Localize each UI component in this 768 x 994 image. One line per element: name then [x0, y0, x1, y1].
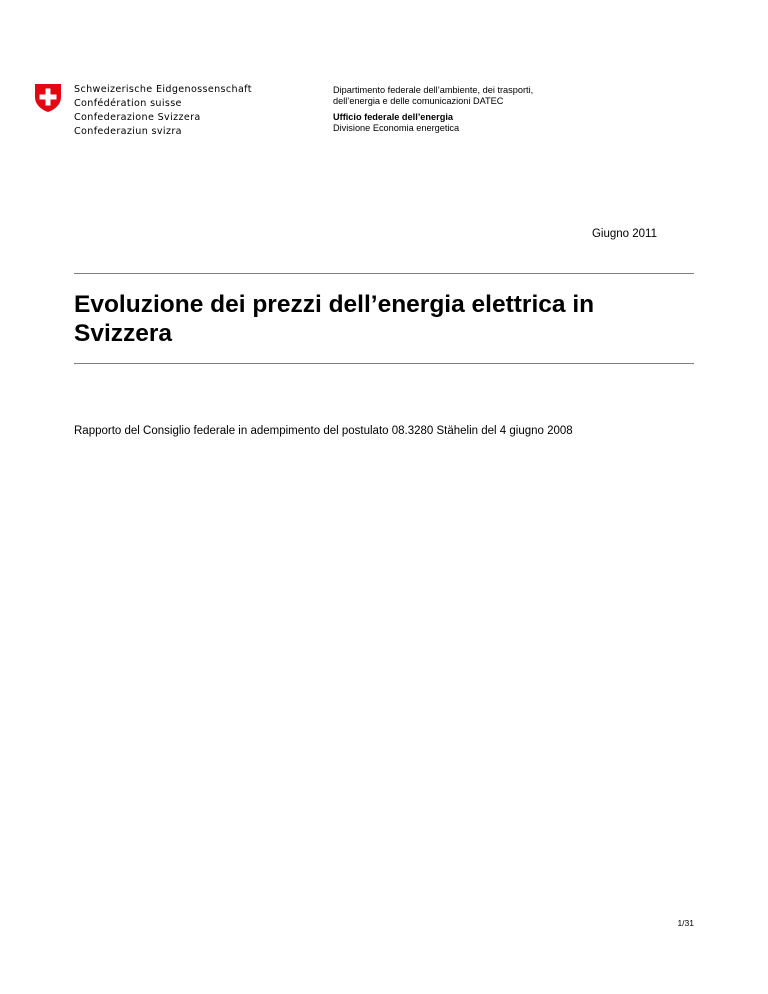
document-subtitle: Rapporto del Consiglio federale in adempimento del postulato 08.3280 Stähelin del 4 giugno 2008 — [74, 425, 573, 437]
swiss-cross-shield-icon — [34, 83, 62, 113]
document-title: Evoluzione dei prezzi dell’energia elettrica in Svizzera — [74, 291, 595, 347]
department-line-2: dell’energia e delle comunicazioni DATEC — [333, 96, 504, 106]
confederation-name-italian: Confederazione Svizzera — [74, 112, 201, 123]
title-top-divider — [74, 273, 694, 274]
division-name: Divisione Economia energetica — [333, 123, 460, 133]
document-date: Giugno 2011 — [591, 228, 657, 240]
confederation-name-german: Schweizerische Eidgenossenschaft — [74, 84, 252, 95]
confederation-name-romansh: Confederaziun svizra — [74, 126, 182, 137]
confederation-name-french: Confédération suisse — [74, 98, 182, 109]
department-line-1: Dipartimento federale dell’ambiente, dei trasporti, — [333, 85, 534, 95]
office-name: Ufficio federale dell’energia — [333, 112, 453, 122]
confederation-names — [74, 83, 252, 139]
cross-horizontal — [40, 95, 57, 100]
title-bottom-divider — [74, 363, 694, 364]
page-number: 1/31 — [677, 918, 694, 928]
department-block — [333, 85, 533, 134]
